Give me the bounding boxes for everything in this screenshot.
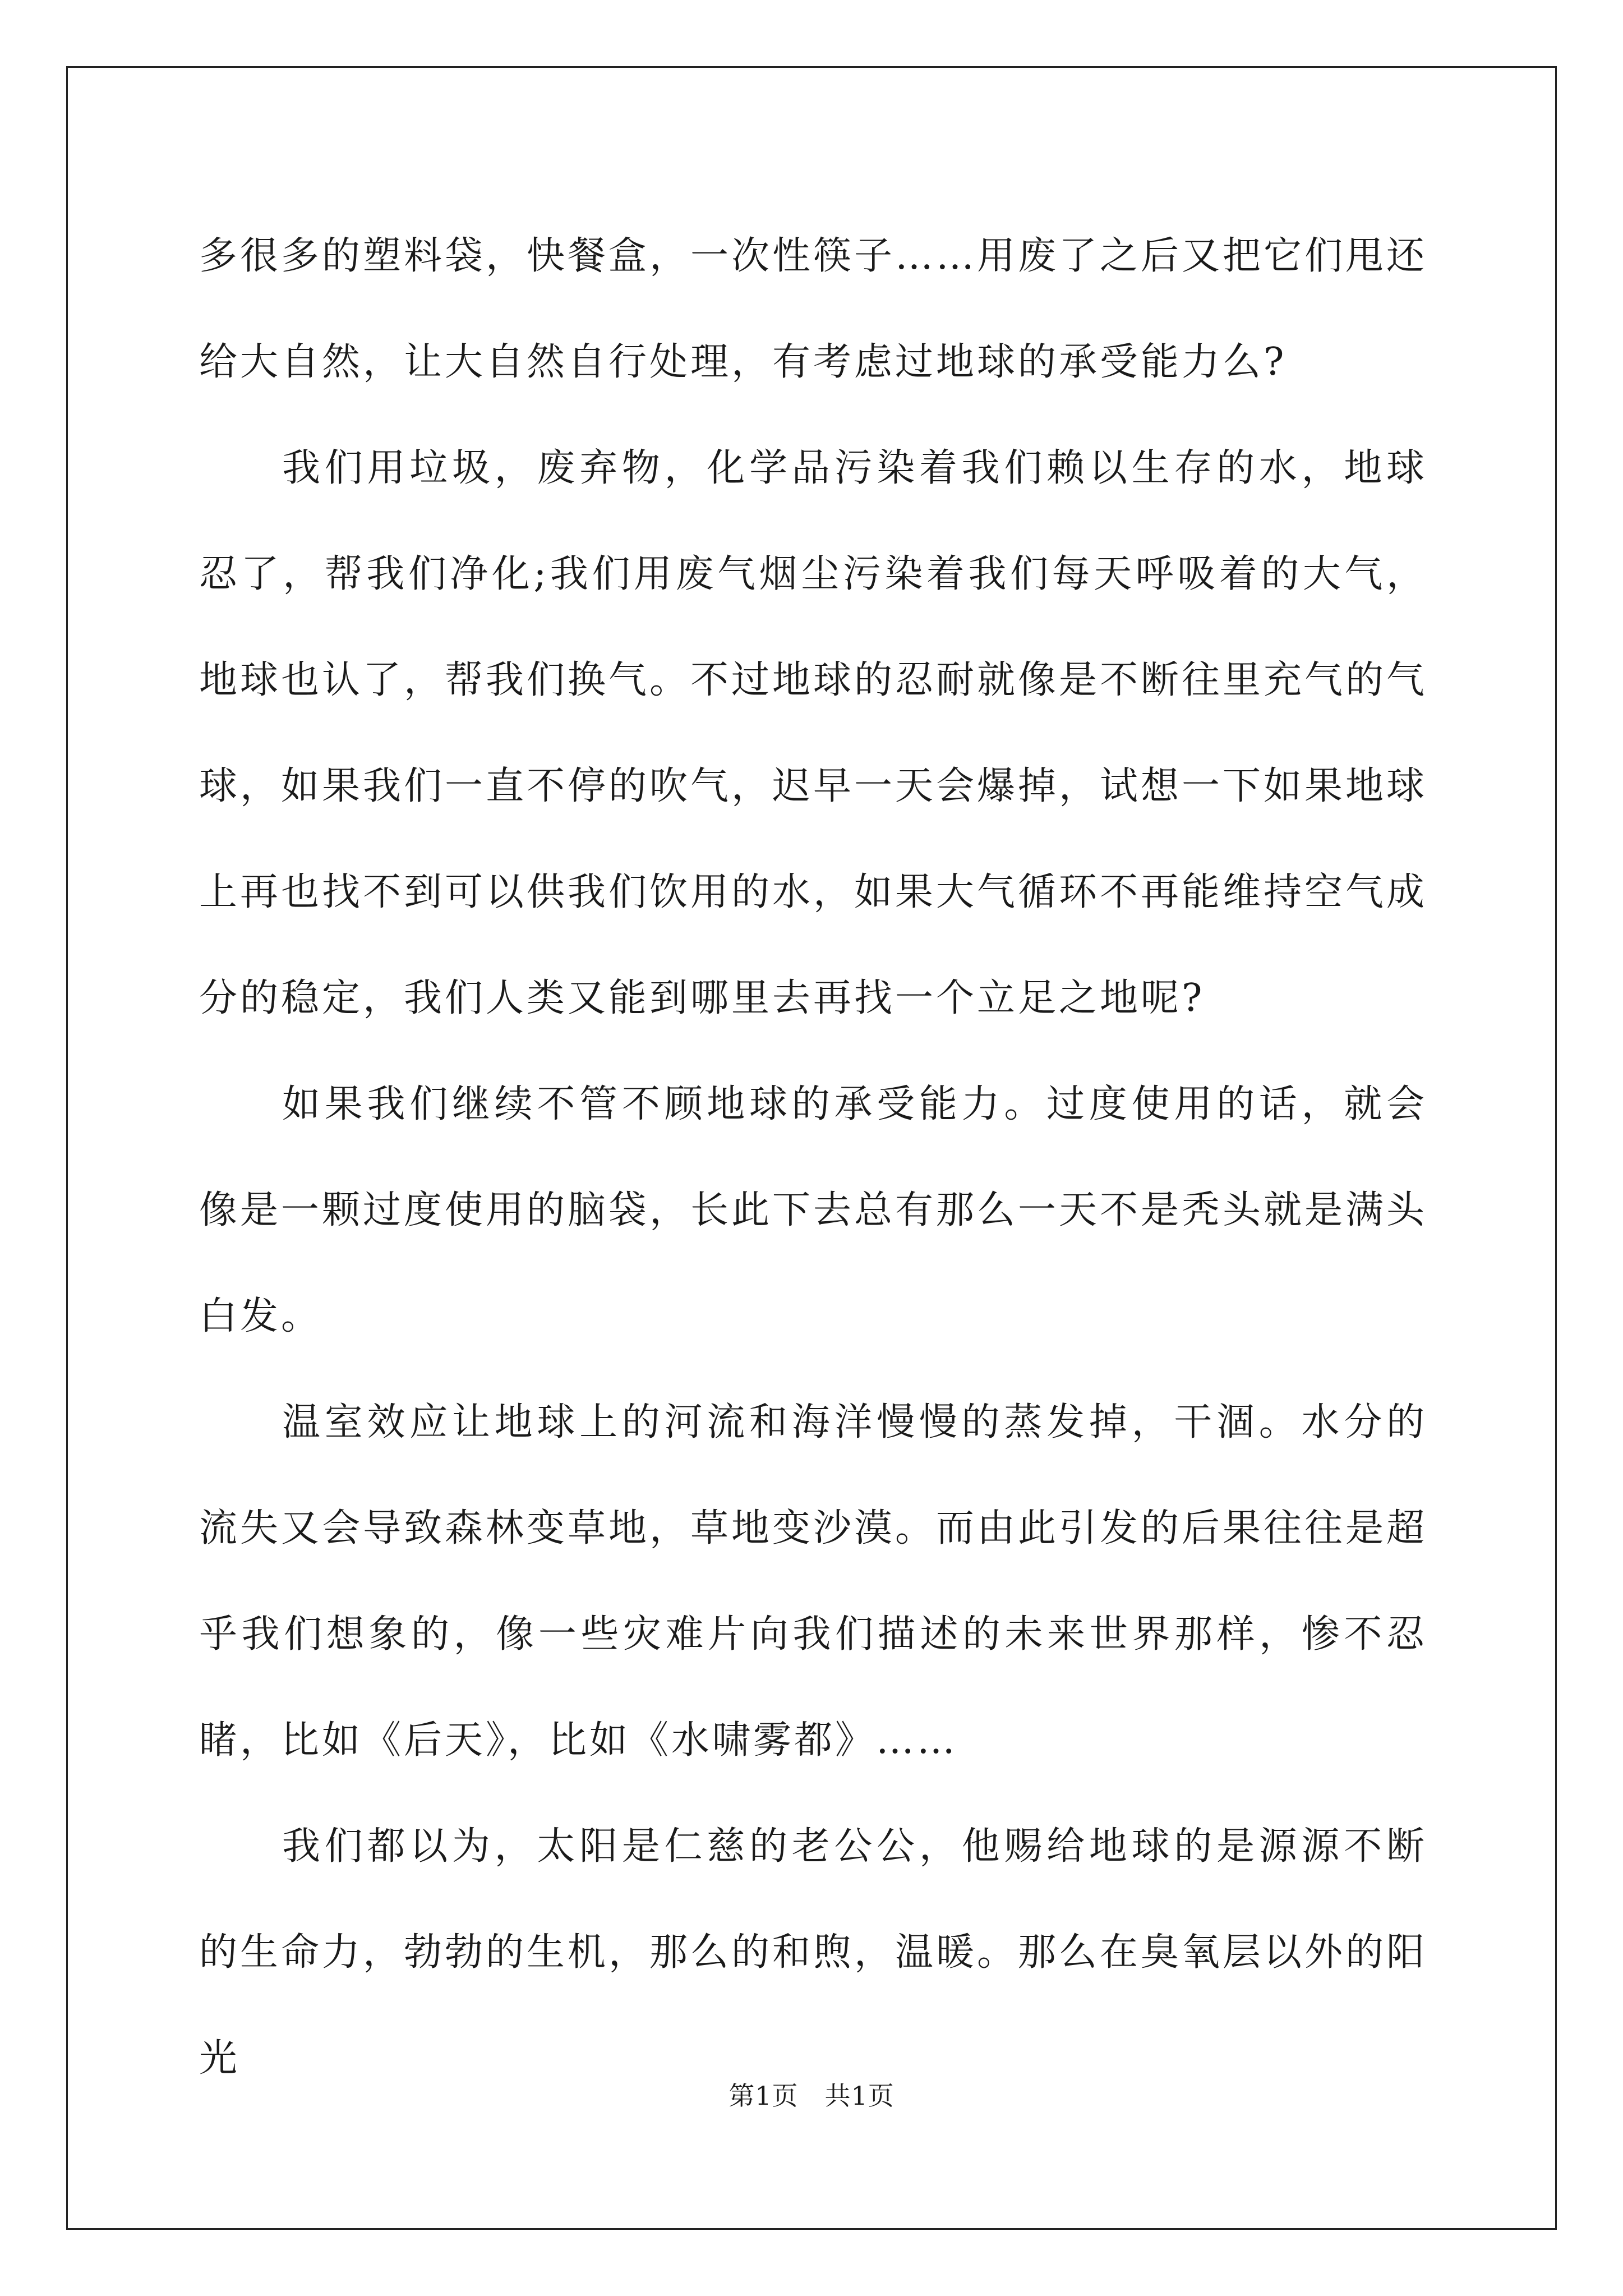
page-footer xyxy=(0,2076,1623,2113)
paragraph-2: 我们用垃圾，废弃物，化学品污染着我们赖以生存的水，地球忍了，帮我们净化;我们用废气烟尘污染着我们每天呼吸着的大气，地球也认了，帮我们换气。不过地球的忍耐就像是不断往里充气的气球，如果我们一直不停的吹气，迟早一天会爆掉，试想一下如果地球上再也找不到可以供我们饮用的水，如果大气循环不再能维持空气成分的稳定，我们人类又能到哪里去再找一个立足之地呢? xyxy=(199,446,1428,1020)
page-number: 第1页 xyxy=(728,2081,799,2111)
paragraph-5: 我们都以为，太阳是仁慈的老公公，他赐给地球的是源源不断的生命力，勃勃的生机，那么的和煦，温暖。那么在臭氧层以外的阳光 xyxy=(199,1824,1428,2081)
document-body xyxy=(199,203,1427,2111)
paragraph-4: 温室效应让地球上的河流和海洋慢慢的蒸发掉，干涸。水分的流失又会导致森林变草地，草地变沙漠。而由此引发的后果往往是超乎我们想象的，像一些灾难片向我们描述的未来世界那样，惨不忍睹，比如《后天》，比如《水啸雾都》…… xyxy=(199,1400,1428,1763)
page-total: 共1页 xyxy=(824,2081,895,2111)
paragraph-1: 多很多的塑料袋，快餐盒，一次性筷子……用废了之后又把它们甩还给大自然，让大自然自行处理，有考虑过地球的承受能力么? xyxy=(199,234,1428,384)
paragraph-3: 如果我们继续不管不顾地球的承受能力。过度使用的话，就会像是一颗过度使用的脑袋，长此下去总有那么一天不是秃头就是满头白发。 xyxy=(199,1082,1428,1338)
